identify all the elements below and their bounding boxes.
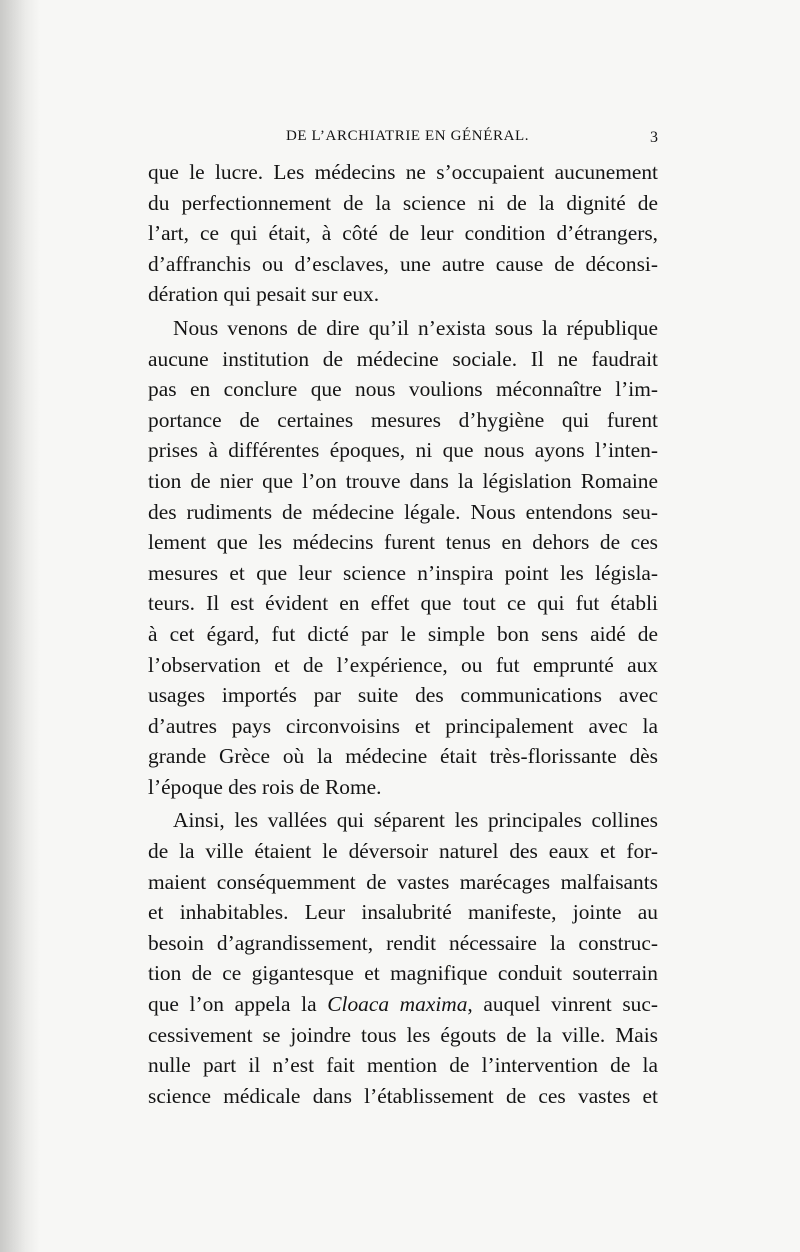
text-line: prises à différentes époques, ni que nous ayons l’inten- <box>148 438 658 463</box>
text-line: de la ville étaient le déversoir naturel des eaux et for- <box>148 839 658 864</box>
paragraph-2 <box>148 313 658 803</box>
text-line: Ainsi, les vallées qui séparent les principales collines <box>173 808 658 833</box>
body-text <box>148 157 658 1111</box>
text-line: lement que les médecins furent tenus en dehors de ces <box>148 530 658 555</box>
running-title: DE L’ARCHIATRIE EN GÉNÉRAL. <box>286 128 530 144</box>
text-line: portance de certaines mesures d’hygiène qui furent <box>148 407 658 432</box>
text-line: dération qui pesait sur eux. <box>148 282 380 307</box>
text-line: pas en conclure que nous voulions méconnaître l’im- <box>148 377 658 402</box>
text-line: nulle part il n’est fait mention de l’intervention de la <box>148 1053 658 1078</box>
text-line: et inhabitables. Leur insalubrité manifeste, jointe au <box>148 900 658 925</box>
text-line: cessivement se joindre tous les égouts de la ville. Mais <box>148 1022 658 1047</box>
text-line: l’art, ce qui était, à côté de leur condition d’étrangers, <box>148 221 658 246</box>
page-number: 3 <box>650 129 658 146</box>
text-line: science médicale dans l’établissement de ces vastes et <box>148 1083 658 1108</box>
binding-edge-shadow <box>0 0 40 1252</box>
paragraph-3 <box>148 805 658 1111</box>
running-head <box>148 128 658 150</box>
text-line: tion de ce gigantesque et magnifique conduit souterrain <box>148 961 658 986</box>
text-line: tion de nier que l’on trouve dans la législation Romaine <box>148 468 658 493</box>
text-line: d’autres pays circonvoisins et principalement avec la <box>148 713 658 738</box>
text-line: des rudiments de médecine légale. Nous entendons seu- <box>148 499 658 524</box>
text-line: à cet égard, fut dicté par le simple bon sens aidé de <box>148 621 658 646</box>
text-line: que le lucre. Les médecins ne s’occupaient aucunement <box>148 160 658 184</box>
text-line: l’époque des rois de Rome. <box>148 774 382 799</box>
text-segment: que l’on appela la <box>148 992 328 1017</box>
text-line: grande Grèce où la médecine était très-florissante dès <box>148 744 658 769</box>
paragraph-1 <box>148 157 658 310</box>
text-line-cloaca <box>148 989 658 1020</box>
text-line: l’observation et de l’expérience, ou fut emprunté aux <box>148 652 658 677</box>
text-line: usages importés par suite des communications avec <box>148 683 658 708</box>
text-line: mesures et que leur science n’inspira point les législa- <box>148 560 658 585</box>
text-line: Nous venons de dire qu’il n’exista sous la république <box>173 315 658 340</box>
text-line: besoin d’agrandissement, rendit nécessaire la construc- <box>148 930 658 955</box>
text-line: d’affranchis ou d’esclaves, une autre cause de déconsi- <box>148 251 658 276</box>
text-line: maient conséquemment de vastes marécages malfaisants <box>148 869 658 894</box>
text-line: teurs. Il est évident en effet que tout ce qui fut établi <box>148 591 658 616</box>
text-line: aucune institution de médecine sociale. Il ne faudrait <box>148 346 658 371</box>
text-segment: , auquel vinrent suc- <box>467 992 658 1017</box>
italic-term-cloaca-maxima: Cloaca maxima <box>327 992 468 1017</box>
text-line: du perfectionnement de la science ni de la dignité de <box>148 190 658 215</box>
